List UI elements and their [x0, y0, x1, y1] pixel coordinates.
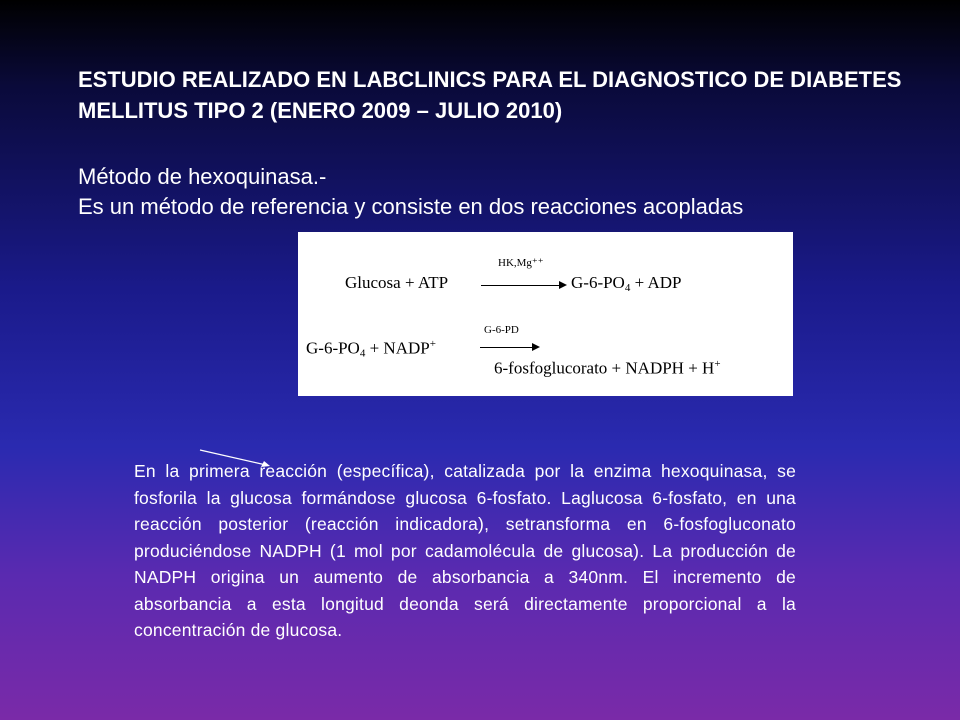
method-heading: Método de hexoquinasa.- [78, 164, 327, 189]
reaction-equations-image [298, 232, 793, 396]
reaction-2-enzyme: G-6-PD [484, 324, 519, 336]
slide-title: ESTUDIO REALIZADO EN LABCLINICS PARA EL DIAGNOSTICO DE DIABETES MELLITUS TIPO 2 (ENERO 2009 – JULIO 2010) [78, 67, 902, 123]
reaction-2-arrow [480, 347, 538, 348]
method-description: Es un método de referencia y consiste en dos reacciones acopladas [78, 194, 744, 219]
explanation-text: En la primera reacción (específica), catalizada por la enzima hexoquinasa, se fosforila la glucosa formándose glucosa 6-fosfato. Laglucosa 6-fosfato, en una reacción posterior (reacción indicadora), setransforma en 6-fosfogluconato produciéndose NADPH (1 mol por cadamolécula de glucosa). La producción de NADPH origina un aumento de absorbancia a 340nm. El incremento de absorbancia a esta longitud deonda será directamente proporcional a la concentración de glucosa. [134, 461, 796, 640]
reaction-1-products: $G-6-PO_4$ + ADP [571, 273, 682, 294]
reaction-2-products: 6-fosfoglucorato + NADPH + H+ [494, 358, 721, 378]
reaction-1-enzyme: HK,Mg⁺⁺ [498, 257, 544, 269]
reaction-1-reactants: Glucosa + ATP [345, 273, 449, 292]
reaction-1-arrow [481, 285, 565, 286]
reaction-2-reactants: $G-6-PO_4$ + NADP+ [306, 338, 436, 360]
